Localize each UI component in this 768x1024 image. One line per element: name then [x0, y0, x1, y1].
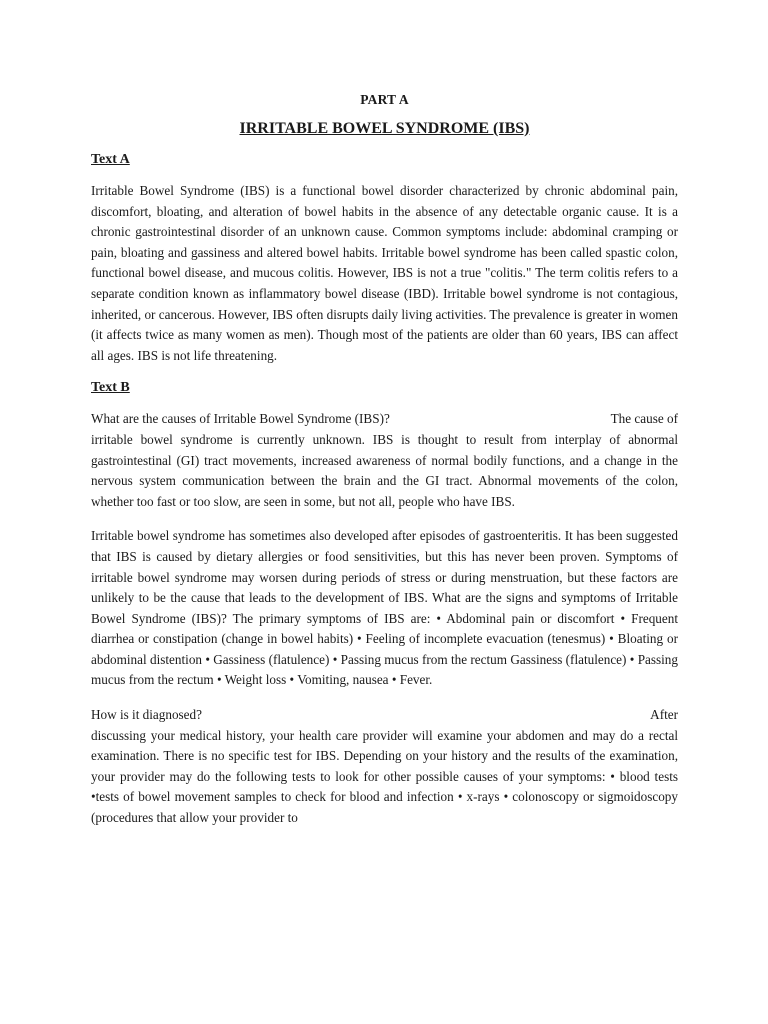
text-b-heading: Text B	[91, 380, 130, 396]
diagnosis-question-line	[91, 705, 678, 726]
text-a-paragraph: Irritable Bowel Syndrome (IBS) is a functional bowel disorder characterized by chronic abdominal pain, discomfort, bloating, and alteration of bowel habits in the absence of any detectable organic cause. It is a chronic gastrointestinal disorder of an unknown cause. Common symptoms include: abdominal cramping or pain, bloating and gassiness and altered bowel habits. Irritable bowel syndrome has been called spastic colon, functional bowel disease, and mucous colitis. However, IBS is not a true "colitis." The term colitis refers to a separate condition known as inflammatory bowel disease (IBD). Irritable bowel syndrome is not contagious, inherited, or cancerous. However, IBS often disrupts daily living activities. The prevalence is greater in women (it affects twice as many women as men). Though most of the patients are older than 60 years, IBS can affect all ages. IBS is not life threatening.	[91, 183, 678, 363]
diagnosis-paragraph: discussing your medical history, your health care provider will examine your abdomen and may do a rectal examination. There is no specific test for IBS. Depending on your history and the results of the examination, your provider may do the following tests to look for other possible causes of your symptoms: • blood tests •tests of bowel movement samples to check for blood and infection • x-rays • colonoscopy or sigmoidoscopy (procedures that allow your provider to	[91, 727, 678, 826]
part-label: PART A	[360, 92, 409, 107]
diagnosis-lead: After	[650, 707, 678, 723]
diagnosis-question: How is it diagnosed?	[91, 707, 202, 723]
causes-paragraph: irritable bowel syndrome is currently unknown. IBS is thought to result from interplay of abnormal gastrointestinal (GI) tract movements, increased awareness of normal bodily functions, and a change in the nervous system communication between the brain and the GI tract. Abnormal movements of the colon, whether too fast or too slow, are seen in some, but not all, people who have IBS.	[91, 431, 678, 509]
causes-block	[91, 409, 678, 512]
document-title: IRRITABLE BOWEL SYNDROME (IBS)	[239, 120, 530, 137]
causes-question-line	[91, 409, 678, 430]
document-page	[91, 92, 678, 843]
diagnosis-block	[91, 705, 678, 829]
causes-lead: The cause of	[610, 411, 678, 427]
symptoms-paragraph: Irritable bowel syndrome has sometimes also developed after episodes of gastroenteritis. It has been suggested that IBS is caused by dietary allergies or food sensitivities, but this has never been proven. Symptoms of irritable bowel syndrome may worsen during periods of stress or during menstruation, but these factors are unlikely to be the cause that leads to the development of IBS. What are the signs and symptoms of Irritable Bowel Syndrome (IBS)? The primary symptoms of IBS are: • Abdominal pain or discomfort • Frequent diarrhea or constipation (change in bowel habits) • Feeling of incomplete evacuation (tenesmus) • Bloating or abdominal distention • Gassiness (flatulence) • Passing mucus from the rectum Gassiness (flatulence) • Passing mucus from the rectum • Weight loss • Vomiting, nausea • Fever.	[91, 528, 678, 688]
text-a-heading: Text A	[91, 152, 130, 167]
causes-question: What are the causes of Irritable Bowel Syndrome (IBS)?	[91, 411, 390, 427]
